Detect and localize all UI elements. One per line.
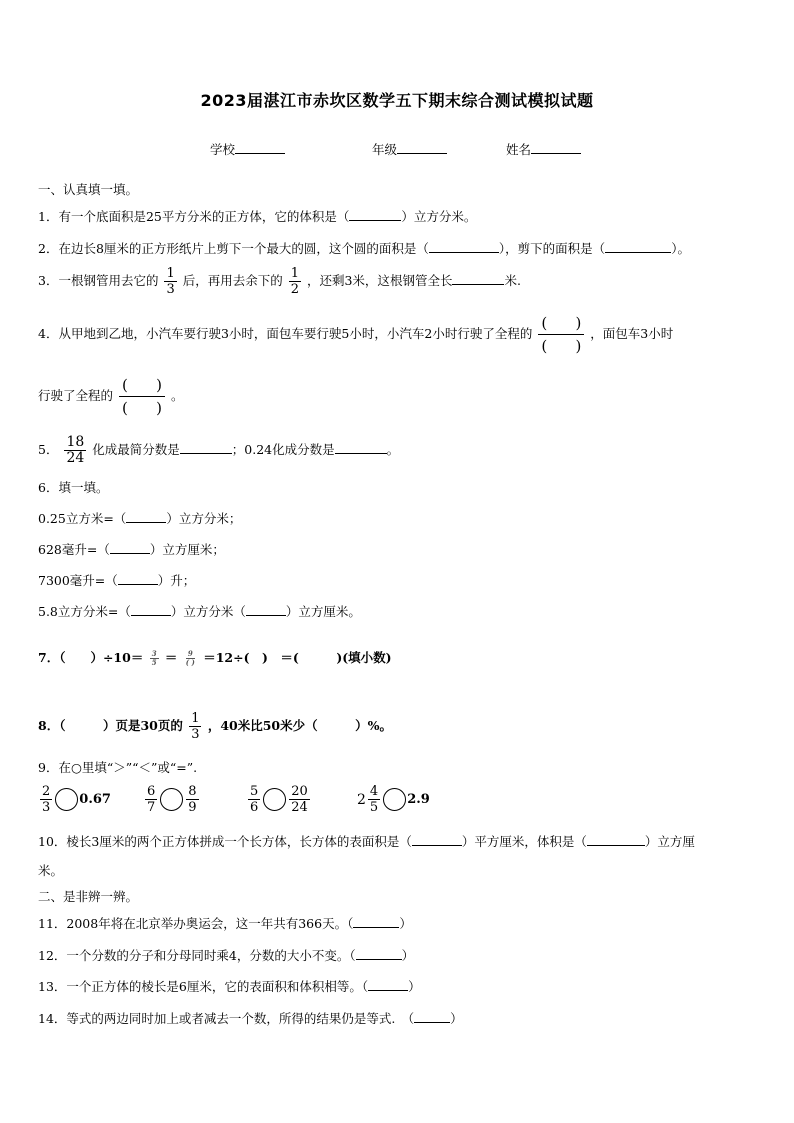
question-6-item-3: 7300毫升=（ ）升； — [38, 573, 196, 588]
fraction: $\frac{5}{6}$ — [250, 784, 259, 815]
question-4-line1: 4．从甲地到乙地，小汽车要行驶3小时，面包车要行驶5小时，小汽车2小时行驶了全程的 ( ) ( ) ，面包车3小时 — [38, 314, 674, 355]
answer-blank[interactable] — [180, 440, 232, 454]
name-field[interactable] — [506, 140, 581, 158]
name-blank[interactable] — [531, 140, 581, 154]
grade-field[interactable] — [372, 140, 447, 158]
answer-blank[interactable] — [368, 977, 408, 991]
question-6-heading: 6．填一填。 — [38, 480, 109, 495]
fraction-blank[interactable]: ( ) ( ) — [538, 314, 584, 355]
question-6-item-1: 0.25立方米=（ ）立方分米； — [38, 511, 242, 526]
question-3: 3．一根钢管用去它的 $\frac{1}{3}$ 后，再用去余下的 $\frac{1}{2}$ ，还剩3米，这根钢管全长 米. — [38, 266, 521, 297]
question-10: 10．棱长3厘米的两个正方体拼成一个长方体，长方体的表面积是（ ）平方厘米，体积是（ ）立方厘 — [38, 834, 695, 849]
fraction: $\frac{18}{24}$ — [66, 434, 85, 466]
answer-blank[interactable] — [429, 239, 499, 253]
answer-blank[interactable] — [335, 440, 387, 454]
section-1-heading: 一、认真填一填。 — [38, 182, 139, 197]
question-2: 2．在边长8厘米的正方形纸片上剪下一个最大的圆，这个圆的面积是（ ），剪下的面积是（ ）。 — [38, 241, 690, 256]
fraction: $\frac{1}{3}$ — [166, 266, 175, 297]
page-title: 2023届湛江市赤坎区数学五下期末综合测试模拟试题 — [200, 91, 594, 110]
answer-blank[interactable] — [587, 832, 645, 846]
fraction: $\frac{9}{( )}$ — [185, 649, 195, 667]
question-8: 8．（ ）页是30页的 $\frac{1}{3}$ ，40米比50米少（ ）%。 — [38, 711, 393, 742]
question-6-item-4: 5.8立方分米=（ ）立方分米（ ）立方厘米。 — [38, 604, 361, 619]
answer-blank[interactable] — [349, 207, 401, 221]
fraction: $\frac{6}{7}$ — [147, 784, 156, 815]
question-10-cont: 米。 — [38, 863, 64, 878]
question-5: 5． $\frac{18}{24}$ 化成最简分数是 ；0.24化成分数是 。 — [38, 434, 400, 466]
grade-label: 年级 — [372, 142, 398, 157]
section-2-heading: 二、是非辨一辨。 — [38, 889, 139, 904]
fraction: $\frac{3}{5}$ — [151, 649, 157, 667]
school-label: 学校 — [210, 142, 236, 157]
question-14: 14．等式的两边同时加上或者减去一个数，所得的结果仍是等式. （ ） — [38, 1011, 463, 1026]
school-blank[interactable] — [235, 140, 285, 154]
answer-blank[interactable] — [110, 540, 150, 554]
compare-circle[interactable] — [55, 788, 78, 811]
compare-circle[interactable] — [160, 788, 183, 811]
question-4-line2: 行驶了全程的 ( ) ( ) 。 — [38, 376, 184, 417]
fraction: $\frac{2}{3}$ — [42, 784, 51, 815]
answer-blank[interactable] — [353, 914, 399, 928]
answer-blank[interactable] — [414, 1009, 450, 1023]
answer-blank[interactable] — [131, 602, 171, 616]
answer-blank[interactable] — [118, 571, 158, 585]
answer-blank[interactable] — [126, 509, 166, 523]
compare-item-4: 2 $\frac{4}{5}$ 2.9 — [357, 784, 430, 815]
grade-blank[interactable] — [397, 140, 447, 154]
fraction: $\frac{8}{9}$ — [188, 784, 197, 815]
compare-item-3 — [246, 784, 312, 815]
question-9-heading: 9．在○里填“＞”“＜”或“=”. — [38, 760, 198, 775]
answer-blank[interactable] — [246, 602, 286, 616]
answer-blank[interactable] — [412, 832, 462, 846]
fraction-blank[interactable]: ( ) ( ) — [119, 376, 165, 417]
compare-item-1: $\frac{2}{3}$ 0.67 — [42, 784, 111, 815]
fraction: $\frac{1}{3}$ — [191, 711, 200, 742]
compare-circle[interactable] — [263, 788, 286, 811]
compare-circle[interactable] — [383, 788, 406, 811]
question-7: 7．（ ）÷10＝ $\frac{3}{5}$ ＝ $\frac{9}{( )}$ ＝12÷( ) ＝( )(填小数) — [38, 649, 392, 667]
answer-blank[interactable] — [605, 239, 671, 253]
fraction: $\frac{20}{24}$ — [291, 784, 308, 815]
answer-blank[interactable] — [452, 271, 504, 285]
name-label: 姓名 — [506, 142, 532, 157]
compare-item-2 — [143, 784, 201, 815]
question-12: 12．一个分数的分子和分母同时乘4，分数的大小不变。（ ） — [38, 948, 415, 963]
question-1: 1．有一个底面积是25平方分米的正方体，它的体积是（ ）立方分米。 — [38, 209, 477, 224]
question-11: 11．2008年将在北京举办奥运会，这一年共有366天。（ ） — [38, 916, 412, 931]
answer-blank[interactable] — [356, 946, 402, 960]
fraction: $\frac{4}{5}$ — [369, 784, 379, 815]
question-13: 13．一个正方体的棱长是6厘米，它的表面积和体积相等。（ ） — [38, 979, 421, 994]
fraction: $\frac{1}{2}$ — [290, 266, 299, 297]
question-6-item-2: 628毫升=（ ）立方厘米； — [38, 542, 225, 557]
school-field[interactable] — [210, 140, 285, 158]
